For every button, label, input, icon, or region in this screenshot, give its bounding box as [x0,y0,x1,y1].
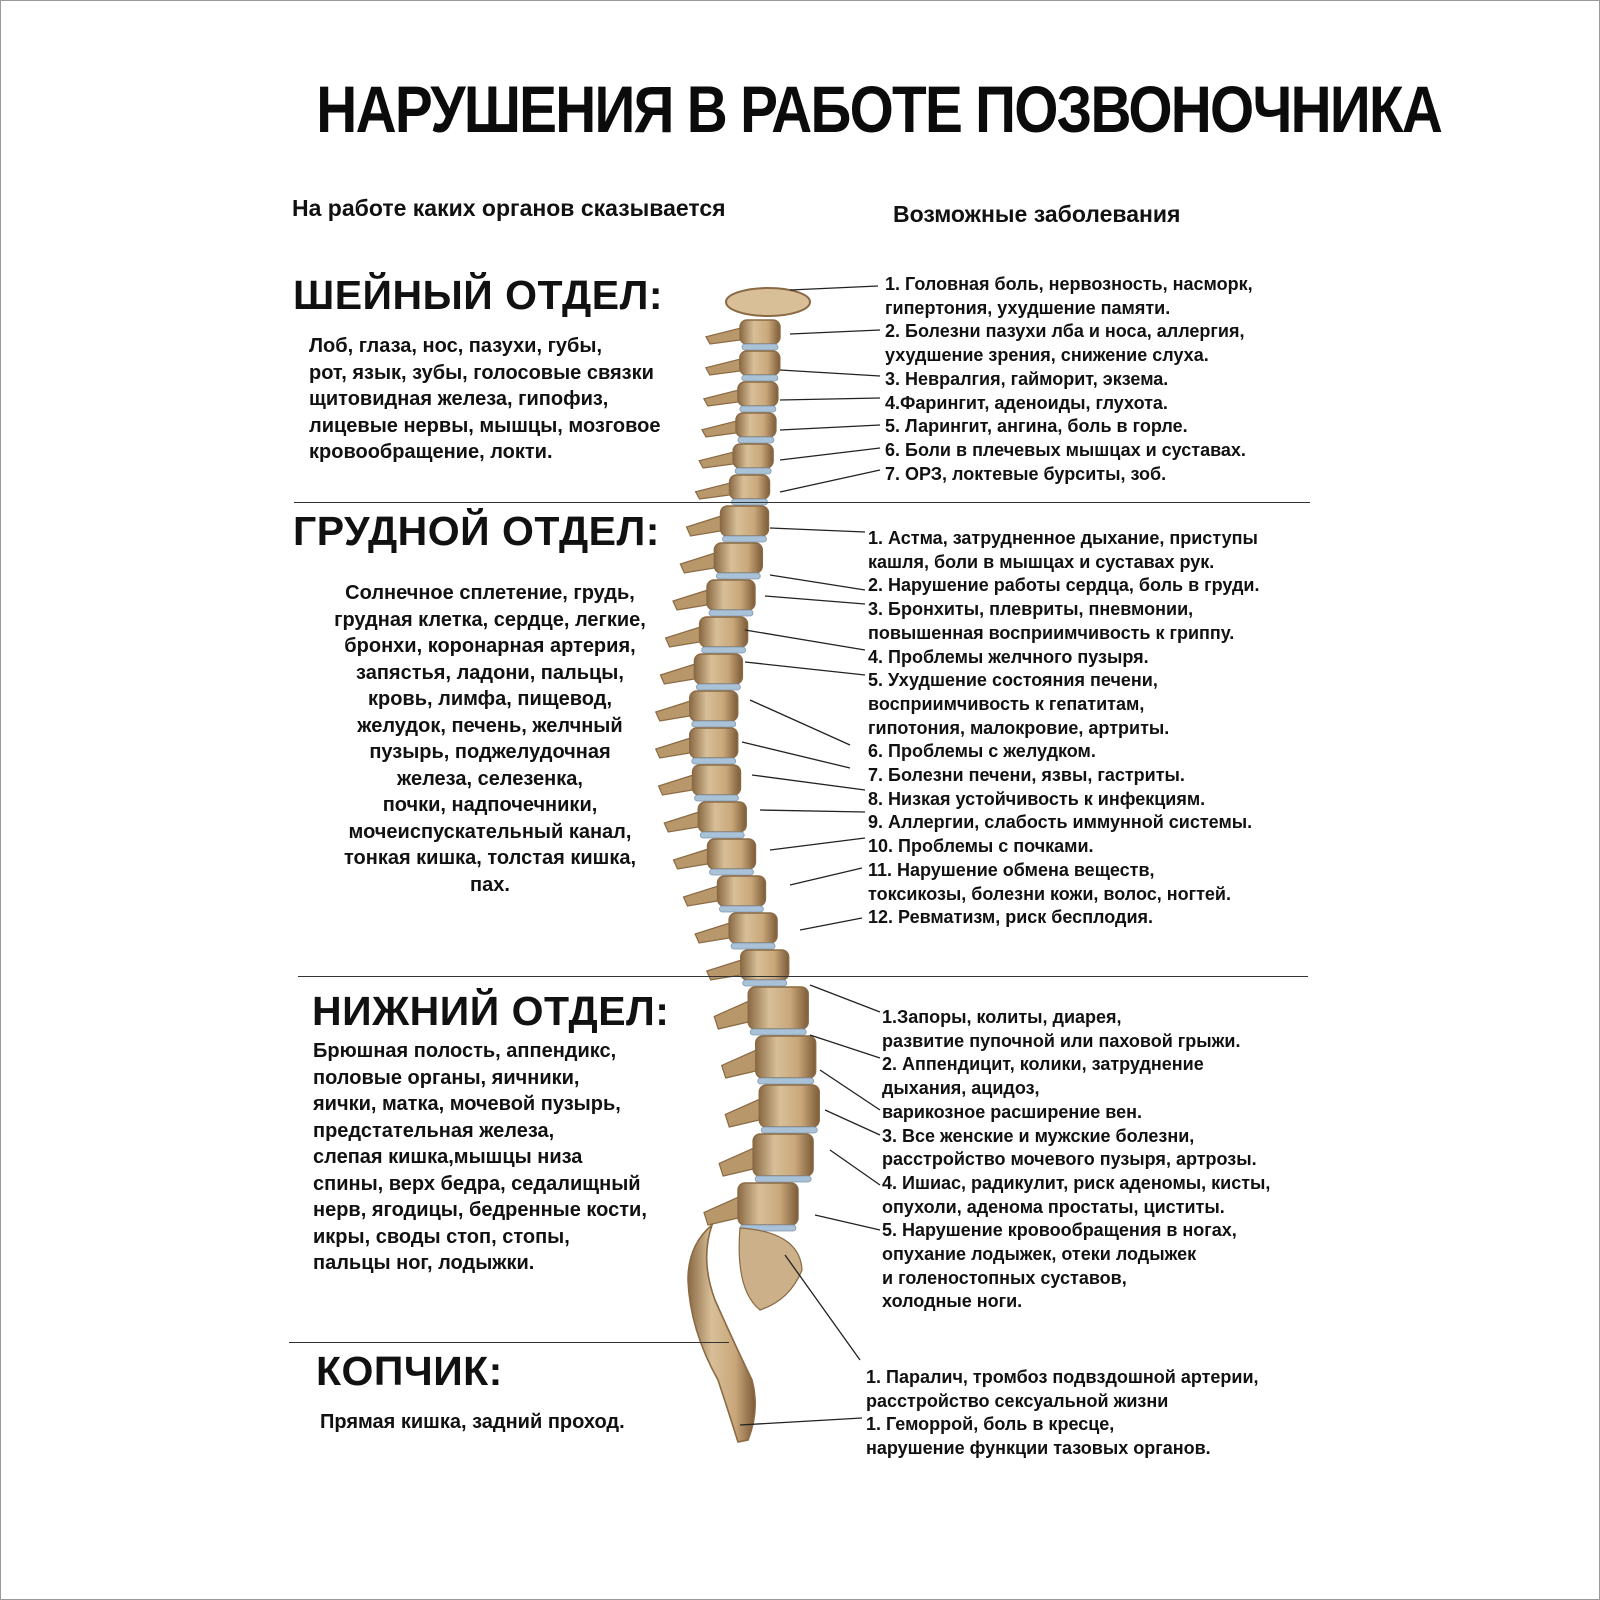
intervertebral-disc [742,375,778,381]
intervertebral-disc [738,437,774,443]
vertebra-body [729,913,777,943]
leader-line [815,1215,880,1230]
vertebra-body [714,543,762,573]
vertebra-body [708,839,756,869]
vertebra-body [738,1183,798,1225]
leader-line [770,528,865,532]
leader-line [770,838,865,850]
vertebra-body [690,728,738,758]
intervertebral-disc [719,906,763,912]
leader-line [745,630,865,650]
vertebra-body [740,320,780,344]
intervertebral-disc [692,721,736,727]
leader-line [790,330,880,334]
organs-coccyx: Прямая кишка, задний проход. [320,1411,625,1433]
organs-column-header: На работе каких органов сказывается [292,195,726,221]
intervertebral-disc [743,980,787,986]
divider-cervical-thoracic [294,502,1310,503]
vertebra-body [730,475,770,499]
leader-line [800,918,862,930]
diseases-thoracic: 1. Астма, затрудненное дыхание, приступы кашля, боли в мышцах и суставах рук. 2. Нарушение работы сердца, боль в груди. 3. Бронхиты, плевриты, пневмонии, повышенная восприимчивость к гриппу. 4. Проблемы желчного пузыря. 5. Ухудшение состояния печени, восприимчивость к гепатитам, гипотония, малокровие, артриты. 6. Проблемы с желудком. 7. Болезни печени, язвы, гастриты. 8. Низкая устойчивость к инфекциям. 9. Аллергии, слабость иммунной системы. 10. Проблемы с почками. 11. Нарушение обмена веществ, токсикозы, болезни кожи, волос, ногтей. 12. Ревматизм, риск бесплодия. [868,528,1260,928]
intervertebral-disc [731,943,775,949]
intervertebral-disc [709,610,753,616]
atlas-vertebra [726,288,810,316]
vertebra-body [707,580,755,610]
leader-line [752,775,865,790]
leader-line [780,370,880,376]
vertebra-body [740,351,780,375]
vertebra-body [700,617,748,647]
vertebra-body [733,444,773,468]
intervertebral-disc [695,795,739,801]
leader-line [785,1255,860,1360]
page-title: НАРУШЕНИЯ В РАБОТЕ ПОЗВОНОЧНИКА [316,72,1442,146]
leader-line [810,1035,880,1058]
intervertebral-disc [723,536,767,542]
leader-line [780,398,880,400]
section-title-coccyx: КОПЧИК: [316,1348,503,1394]
leader-line [830,1150,880,1185]
leader-line [790,286,878,290]
leader-line [750,700,850,745]
leader-line [760,810,865,812]
section-title-cervical: ШЕЙНЫЙ ОТДЕЛ: [293,272,664,318]
leader-line [742,742,850,768]
leader-line [825,1110,880,1135]
diseases-column-header: Возможные заболевания [893,201,1181,227]
intervertebral-disc [696,684,740,690]
organs-thoracic: Солнечное сплетение, грудь, грудная клетка, сердце, легкие, бронхи, коронарная артерия, запястья, ладони, пальцы, кровь, лимфа, пищевод, желудок, печень, желчный пузырь, поджелудочная железа, селезенка, почки, надпочечники, мочеиспускательный канал, тонкая кишка, толстая кишка, пах. [334,582,646,896]
leader-line [740,1418,862,1425]
section-title-lumbar: НИЖНИЙ ОТДЕЛ: [312,988,670,1034]
vertebra-body [756,1036,816,1078]
leader-line [780,448,880,460]
leader-line [765,596,865,604]
vertebra-body [694,654,742,684]
intervertebral-disc [740,406,776,412]
leader-line [790,868,862,885]
vertebra-body [721,506,769,536]
leader-line [780,425,880,430]
organs-lumbar: Брюшная полость, аппендикс, половые органы, яичники, яички, матка, мочевой пузырь, предстательная железа, слепая кишка,мышцы низа спины, верх бедра, седалищный нерв, ягодицы, бедренные кости, икры, своды стоп, стопы, пальцы ног, лодыжки. [313,1040,647,1274]
vertebra-body [748,987,808,1029]
leader-line [820,1070,880,1110]
diseases-coccyx: 1. Паралич, тромбоз подвздошной артерии, расстройство сексуальной жизни 1. Геморрой, боль в кресце, нарушение функции тазовых органов. [866,1367,1259,1459]
vertebra-body [736,413,776,437]
divider-thoracic-lumbar [298,976,1308,977]
leader-line [780,470,880,492]
intervertebral-disc [735,468,771,474]
intervertebral-disc [755,1176,811,1182]
vertebra-body [693,765,741,795]
intervertebral-disc [761,1127,817,1133]
vertebra-body [759,1085,819,1127]
intervertebral-disc [702,647,746,653]
organs-cervical: Лоб, глаза, нос, пазухи, губы, рот, язык, зубы, голосовые связки щитовидная железа, гипофиз, лицевые нервы, мышцы, мозговое кровообращение, локти. [309,335,661,463]
intervertebral-disc [742,344,778,350]
vertebra-body [753,1134,813,1176]
intervertebral-disc [710,869,754,875]
divider-lumbar-coccyx [289,1342,729,1343]
leader-line [810,985,880,1012]
vertebra-body [690,691,738,721]
diseases-lumbar: 1.Запоры, колиты, диарея, развитие пупочной или паховой грыжи. 2. Аппендицит, колики, затруднение дыхания, ацидоз, варикозное расширение вен. 3. Все женские и мужские болезни, расстройство мочевого пузыря, артрозы. 4. Ишиас, радикулит, риск аденомы, кисты, опухоли, аденома простаты, циститы. 5. Нарушение кровообращения в ногах, опухание лодыжек, отеки лодыжек и голеностопных суставов, холодные ноги. [882,1007,1271,1312]
vertebra-body [738,382,778,406]
intervertebral-disc [700,832,744,838]
intervertebral-disc [758,1078,814,1084]
leader-line [745,662,865,675]
intervertebral-disc [692,758,736,764]
diseases-cervical: 1. Головная боль, нервозность, насморк, гипертония, ухудшение памяти. 2. Болезни пазухи лба и носа, аллергия, ухудшение зрения, снижение слуха. 3. Невралгия, гайморит, экзема. 4.Фарингит, аденоиды, глухота. 5. Ларингит, ангина, боль в горле. 6. Боли в плечевых мышцах и суставах. 7. ОРЗ, локтевые бурситы, зоб. [885,274,1253,484]
sacrum-wing [739,1228,802,1310]
section-title-thoracic: ГРУДНОЙ ОТДЕЛ: [293,508,660,554]
intervertebral-disc [716,573,760,579]
vertebra-body [717,876,765,906]
vertebra-body [698,802,746,832]
leader-line [770,575,865,590]
intervertebral-disc [750,1029,806,1035]
